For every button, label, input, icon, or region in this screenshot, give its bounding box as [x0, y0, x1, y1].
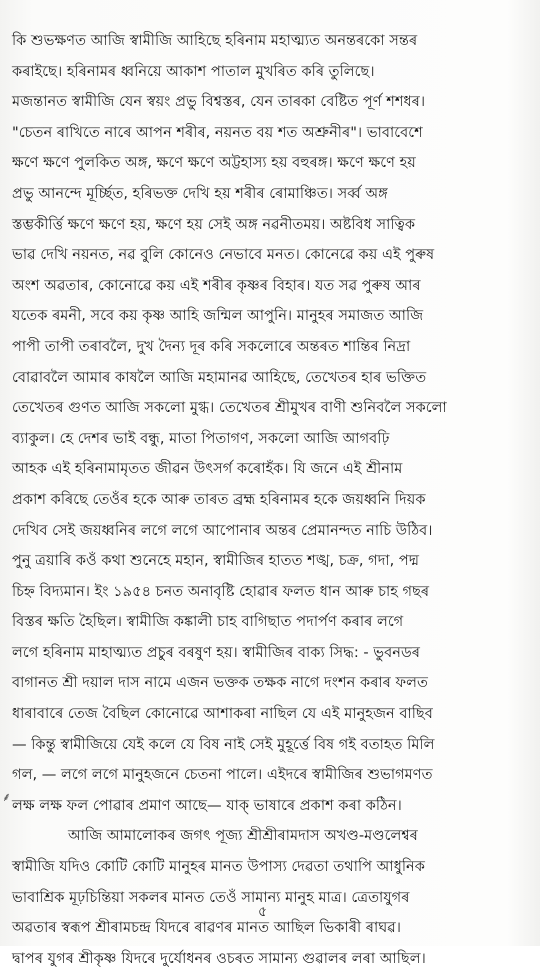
text-line: গল, — লগে লগে মানুহজনে চেতনা পালে। এইদৰে স্বামীজিৰ শুভাগমণত — [12, 766, 433, 784]
text-line: ব্যাকুল। হে দেশৰ ভাই বন্ধু, মাতা পিতাগণ, সকলো আজি আগবঢ়ি — [12, 429, 390, 447]
margin-mark: ⸙ — [2, 790, 12, 804]
text-line: ভাৱ দেখি নয়নত, নৱ বুলি কোনেও নেভাবে মনত। কোনেৱে কয় এই পুৰুষ — [12, 246, 435, 264]
text-line: কৰাইছে। হৰিনামৰ ধ্বনিয়ে আকাশ পাতাল মুখৰিত কৰি তুলিছে। — [12, 62, 375, 80]
text-line: বাগানত শ্ৰী দয়াল দাস নামে এজন ভক্তক তক্ষক নাগে দংশন কৰাৰ ফলত — [12, 674, 428, 692]
text-line: স্বামীজি যদিও কোটি কোটি মানুহৰ মানত উপাস্য দেৱতা তথাপি আধুনিক — [12, 858, 425, 876]
text-line: যতেক ৰমনী, সবে কয় কৃষ্ণ আহি জন্মিল আপুনি। মানুহৰ সমাজত আজি — [12, 307, 424, 325]
text-line: পাপী তাপী তৰাবলৈ, দুখ দৈন্য দূৰ কৰি সকলোৰে অন্তৰত শান্তিৰ নিদ্ৰা — [12, 337, 411, 355]
body-text — [12, 26, 522, 974]
text-line: স্তম্ভকীৰ্ত্তি ক্ষণে ক্ষণে হয়, ক্ষণে হয় সেই অঙ্গ নৱনীতময়। অষ্টবিধ সাত্বিক — [12, 215, 416, 233]
text-line: প্ৰভু আনন্দে মূৰ্চ্ছিত, হৰিভক্ত দেখি হয় শৰীৰ ৰোমাঞ্চিত। সৰ্ব্ব অঙ্গ — [12, 184, 388, 202]
text-line: দ্বাপৰ যুগৰ শ্ৰীকৃষ্ণ যিদৰে দুৰ্যোধনৰ ওচৰত সামান্য গুৱালৰ লৰা আছিল। — [12, 949, 426, 967]
text-line: বিস্তৰ ক্ষতি হৈছিল। স্বামীজি কঙ্কালী চাহ বাগিছাত পদাৰ্পণ কৰাৰ লগে — [12, 613, 404, 631]
text-line: মজন্তানত স্বামীজি যেন স্বয়ং প্ৰভু বিশ্বস্তৰ, যেন তাৰকা বেষ্টিত পূৰ্ণ শশধৰ। — [12, 93, 426, 111]
text-line: লগে হৰিনাম মাহাত্ম্যত প্ৰচুৰ বৰষুণ হয়। স্বামীজিৰ বাক্য সিদ্ধ: - ভুবনডৰ — [12, 643, 420, 661]
text-line: কি শুভক্ষণত আজি স্বামীজি আহিছে হৰিনাম মহাত্ম্যত অনন্তৰকো সন্তৰ — [12, 32, 418, 49]
text-line: পুনু ত্ৰয়াৰি কওঁ কথা শুনেহে মহান, স্বামীজিৰ হাতত শঙ্খ, চক্ৰ, গদা, পদ্ম — [12, 552, 420, 570]
text-line: "চেতন ৰাখিতে নাৰে আপন শৰীৰ, নয়নত বয় শত অশ্ৰুনীৰ"। ভাবাবেশে — [12, 123, 423, 141]
text-line: দেখিব সেই জয়ধ্বনিৰ লগে লগে আপোনাৰ অন্তৰ প্ৰেমানন্দত নাচি উঠিব। — [12, 521, 433, 539]
text-line: ধাৰাবাৰে তেজ বৈছিল কোনোৱে আশাকৰা নাছিল যে এই মানুহজন বাছিব — [12, 705, 433, 723]
text-line: অংশ অৱতাৰ, কোনোৱে কয় এই শৰীৰ কৃষ্ণৰ বিহাৰ। যত সৱ পুৰুষ আৰ — [12, 276, 421, 294]
text-line: তেখেতৰ গুণত আজি সকলো মুগ্ধ। তেখেতৰ শ্ৰীমুখৰ বাণী শুনিবলৈ সকলো — [12, 399, 447, 417]
paragraph-start-line: আজি আমালোকৰ জগৎ পূজ্য শ্ৰীশ্ৰীৰামদাস অখণ্ড-মণ্ডলেশ্বৰ — [68, 827, 418, 845]
page-number: ৫ — [258, 904, 268, 920]
text-line: — কিন্তু স্বামীজিয়ে যেই কলে যে বিষ নাই সেই মুহূৰ্ত্তে বিষ গই বতাহত মিলি — [12, 735, 435, 753]
text-line: চিহ্ন বিদ্যমান। ইং ১৯৫৪ চনত অনাবৃষ্টি হোৱাৰ ফলত ধান আৰু চাহ গছৰ — [12, 582, 430, 600]
text-line: বোৱাবলৈ আমাৰ কাষলৈ আজি মহামানৱ আহিছে, তেখেতৰ হাৰ ভক্তিত — [12, 368, 427, 386]
text-line: আহক এই হৰিনামামৃতত জীৱন উৎসৰ্গ কৰোহঁক। যি জনে এই শ্ৰীনাম — [12, 460, 403, 478]
text-line: ক্ষণে ক্ষণে পুলকিত অঙ্গ, ক্ষণে ক্ষণে অট্টহাস্য হয় বহুৰঙ্গ। ক্ষণে ক্ষণে হয় — [12, 154, 416, 172]
text-line: ভাবাশ্ৰিক মূঢ়চিন্তিয়া সকলৰ মানত তেওঁ সামান্য মানুহ মাত্ৰ। ত্ৰেতাযুগৰ — [12, 888, 410, 906]
text-line: অৱতাৰ স্বৰূপ শ্ৰীৰামচন্দ্ৰ যিদৰে ৰাৱণৰ মানত আছিল ভিকাৰী ৰাঘৱ। — [12, 919, 401, 937]
text-line: প্ৰকাশ কৰিছে তেওঁৰ হকে আৰু তাৰত ব্ৰহ্ম হৰিনামৰ হকে জয়ধ্বনি দিয়ক — [12, 490, 426, 508]
text-line: লক্ষ লক্ষ ফল পোৱাৰ প্ৰমাণ আছে— যাক্ ভাষাৰে প্ৰকাশ কৰা কঠিন। — [12, 796, 402, 814]
